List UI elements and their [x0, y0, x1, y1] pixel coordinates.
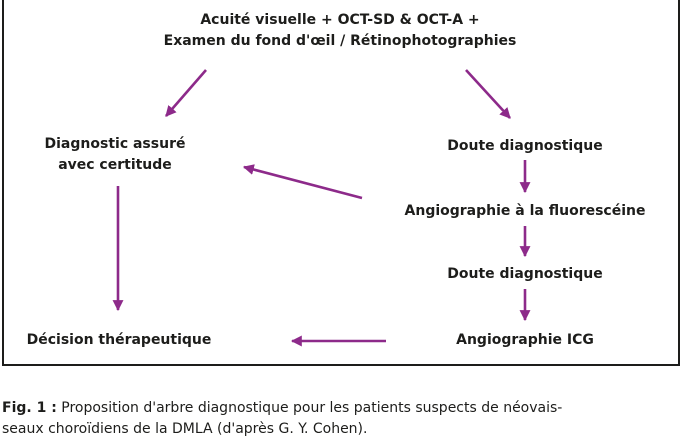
node-therapeutic-decision-label: Décision thérapeutique: [26, 332, 212, 348]
figure-caption: [2, 398, 684, 440]
caption-label: Fig. 1 :: [2, 400, 57, 416]
caption-line-1: [2, 398, 684, 419]
node-fluorescein-angiography-label: Angiographie à la fluorescéine: [404, 203, 646, 219]
node-diagnostic-doubt-2-label: Doute diagnostique: [447, 266, 603, 282]
arrow-fluo-to-certain: [244, 167, 362, 198]
arrow-exam-to-certain: [166, 70, 206, 116]
caption-line-2: seaux choroïdiens de la DMLA (d'après G. Y. Cohen).: [2, 421, 368, 437]
node-initial-exam-line2: Examen du fond d'œil / Rétinophotographies: [163, 33, 517, 49]
caption-text: Proposition d'arbre diagnostique pour les patients suspects de néovais-: [56, 400, 563, 416]
arrow-exam-to-doubt1: [466, 70, 510, 118]
node-icg-angiography-label: Angiographie ICG: [456, 332, 594, 348]
node-certain-diagnosis-line2: avec certitude: [58, 157, 172, 173]
node-certain-diagnosis-line1: Diagnostic assuré: [44, 136, 186, 152]
node-diagnostic-doubt-1-label: Doute diagnostique: [447, 138, 603, 154]
node-initial-exam-line1: Acuité visuelle + OCT-SD & OCT-A +: [200, 12, 480, 28]
